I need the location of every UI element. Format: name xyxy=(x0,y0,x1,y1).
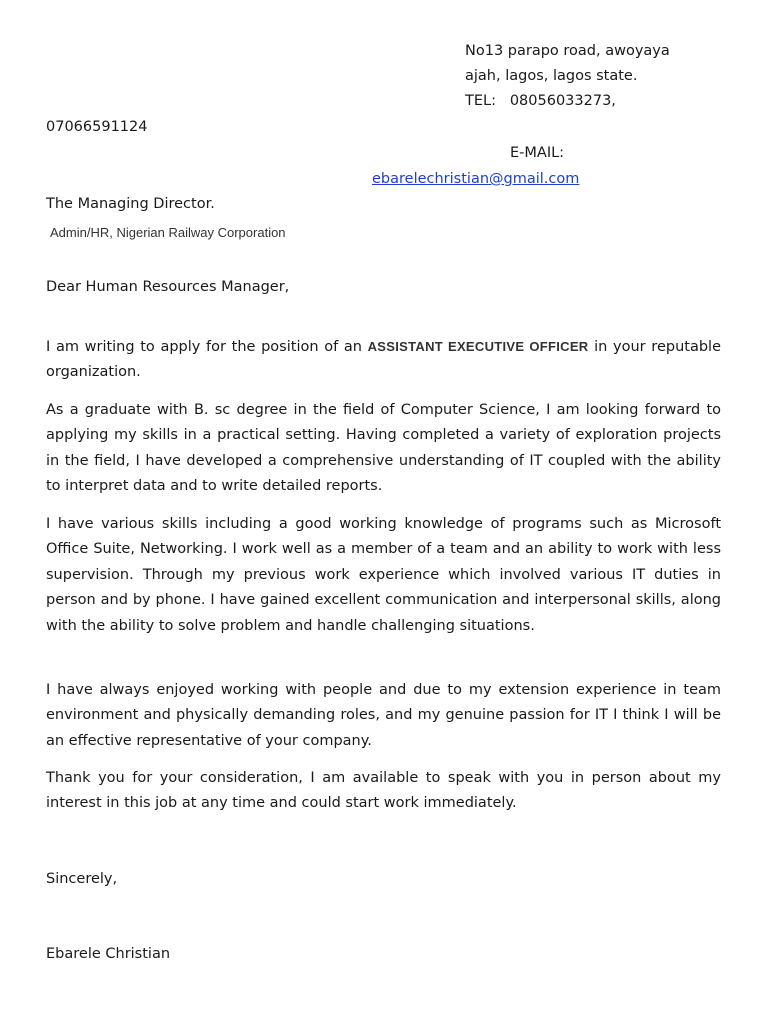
paragraph-4: I have always enjoyed working with people and due to my extension experience in team environment and physically demanding roles, and my genuine passion for IT I think I will be an effective representative of your company. xyxy=(46,682,721,749)
alt-phone: 07066591124 xyxy=(46,119,148,135)
address-line-2: ajah, lagos, lagos state. xyxy=(465,68,638,84)
closing: Sincerely, xyxy=(46,871,118,887)
signature: Ebarele Christian xyxy=(46,946,171,962)
paragraph-3: I have various skills including a good working knowledge of programs such as Microsoft Office Suite, Networking. I work well as a member of a team and an ability to work with less supervision. Through my previous work experience which involved various IT duties in person and by phone. I have gained excellent communication and interpersonal skills, along with the ability to solve problem and handle challenging situations. xyxy=(46,516,721,634)
email-label: E-MAIL: xyxy=(510,145,565,161)
paragraph-5: Thank you for your consideration, I am available to speak with you in person about my interest in this job at any time and could start work immediately. xyxy=(46,770,721,812)
address-line-1: No13 parapo road, awoyaya xyxy=(465,43,670,59)
recipient-title: The Managing Director. xyxy=(46,196,215,212)
recipient-dept: Admin/HR, Nigerian Railway Corporation xyxy=(50,225,286,240)
position-title: ASSISTANT EXECUTIVE OFFICER xyxy=(367,339,589,354)
salutation: Dear Human Resources Manager, xyxy=(46,279,290,295)
email-link[interactable]: ebarelechristian@gmail.com xyxy=(372,171,580,187)
paragraph-2: As a graduate with B. sc degree in the field of Computer Science, I am looking forward to applying my skills in a practical setting. Having completed a variety of exploration projects in the field, I have developed a comprehensive understanding of IT coupled with the ability to interpret data and to write detailed reports. xyxy=(46,402,721,495)
tel-number: 08056033273, xyxy=(509,93,616,109)
telephone-line xyxy=(465,93,616,109)
paragraph-1: I am writing to apply for the position of an ASSISTANT EXECUTIVE OFFICER in your reputable organization. xyxy=(46,339,721,381)
tel-label: TEL: xyxy=(465,93,496,109)
